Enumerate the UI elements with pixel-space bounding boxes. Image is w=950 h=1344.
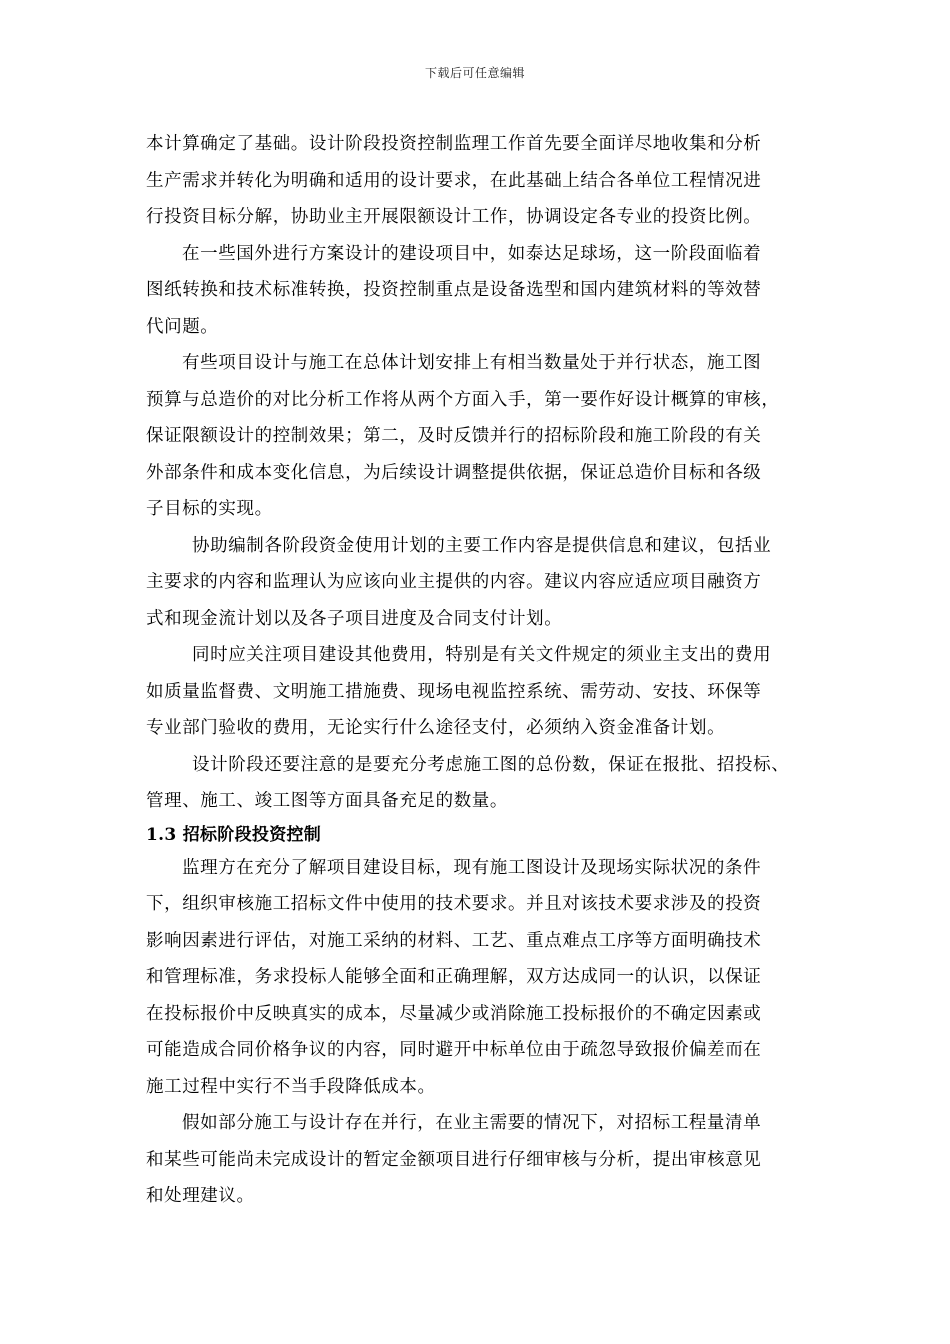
text-line: 主要求的内容和监理认为应该向业主提供的内容。建议内容应适应项目融资方 (146, 572, 762, 592)
text-line: 设计阶段还要注意的是要充分考虑施工图的总份数，保证在报批、招投标、 (192, 754, 790, 775)
text-line: 外部条件和成本变化信息，为后续设计调整提供依据，保证总造价目标和各级 (146, 462, 762, 483)
paragraph (146, 345, 826, 528)
text-line: 和某些可能尚未完成设计的暂定金额项目进行仔细审核与分析，提出审核意见 (146, 1149, 762, 1170)
paragraph (146, 747, 826, 820)
document-body (146, 126, 826, 1215)
text-line: 可能造成合同价格争议的内容，同时避开中标单位由于疏忽导致报价偏差而在 (146, 1040, 762, 1060)
text-line: 预算与总造价的对比分析工作将从两个方面入手，第一要作好设计概算的审核， (146, 389, 780, 410)
text-line: 专业部门验收的费用，无论实行什么途径支付，必须纳入资金准备计划。 (146, 718, 726, 738)
text-line: 有些项目设计与施工在总体计划安排上有相当数量处于并行状态，施工图 (182, 353, 762, 373)
paragraph (146, 1105, 826, 1215)
paragraph (146, 637, 826, 747)
section-heading: 1.3 招标阶段投资控制 (146, 824, 322, 845)
paragraph (146, 236, 826, 346)
text-line: 和处理建议。 (146, 1186, 255, 1206)
text-line: 生产需求并转化为明确和适用的设计要求，在此基础上结合各单位工程情况进 (146, 170, 762, 191)
text-line: 假如部分施工与设计存在并行，在业主需要的情况下，对招标工程量清单 (182, 1113, 762, 1133)
text-line: 监理方在充分了解项目建设目标，现有施工图设计及现场实际状况的条件 (182, 857, 762, 878)
text-line: 在一些国外进行方案设计的建设项目中，如泰达足球场，这一阶段面临着 (182, 243, 762, 264)
text-line: 行投资目标分解，协助业主开展限额设计工作，协调设定各专业的投资比例。 (146, 207, 762, 227)
text-line: 协助编制各阶段资金使用计划的主要工作内容是提供信息和建议，包括业 (192, 535, 772, 556)
text-line: 图纸转换和技术标准转换，投资控制重点是设备选型和国内建筑材料的等效替 (146, 280, 762, 300)
text-line: 和管理标准，务求投标人能够全面和正确理解，双方达成同一的认识，以保证 (146, 967, 762, 987)
text-line: 施工过程中实行不当手段降低成本。 (146, 1076, 436, 1097)
page-header: 下载后可任意编辑 (424, 66, 525, 80)
text-line: 如质量监督费、文明施工措施费、现场电视监控系统、需劳动、安技、环保等 (146, 681, 762, 702)
text-line: 影响因素进行评估，对施工采纳的材料、工艺、重点难点工序等方面明确技术 (146, 930, 762, 951)
text-line: 代问题。 (146, 316, 219, 337)
paragraph (146, 528, 826, 638)
text-line: 本计算确定了基础。设计阶段投资控制监理工作首先要全面详尽地收集和分析 (146, 134, 762, 154)
paragraph (146, 126, 826, 236)
text-line: 保证限额设计的控制效果；第二，及时反馈并行的招标阶段和施工阶段的有关 (146, 426, 762, 446)
text-line: 下，组织审核施工招标文件中使用的技术要求。并且对该技术要求涉及的投资 (146, 894, 762, 914)
paragraph (146, 850, 826, 1106)
text-line: 在投标报价中反映真实的成本，尽量减少或消除施工投标报价的不确定因素或 (146, 1003, 762, 1024)
text-line: 式和现金流计划以及各子项目进度及合同支付计划。 (146, 608, 563, 629)
text-line: 同时应关注项目建设其他费用，特别是有关文件规定的须业主支出的费用 (192, 645, 772, 665)
text-line: 管理、施工、竣工图等方面具备充足的数量。 (146, 791, 508, 811)
text-line: 子目标的实现。 (146, 499, 273, 519)
